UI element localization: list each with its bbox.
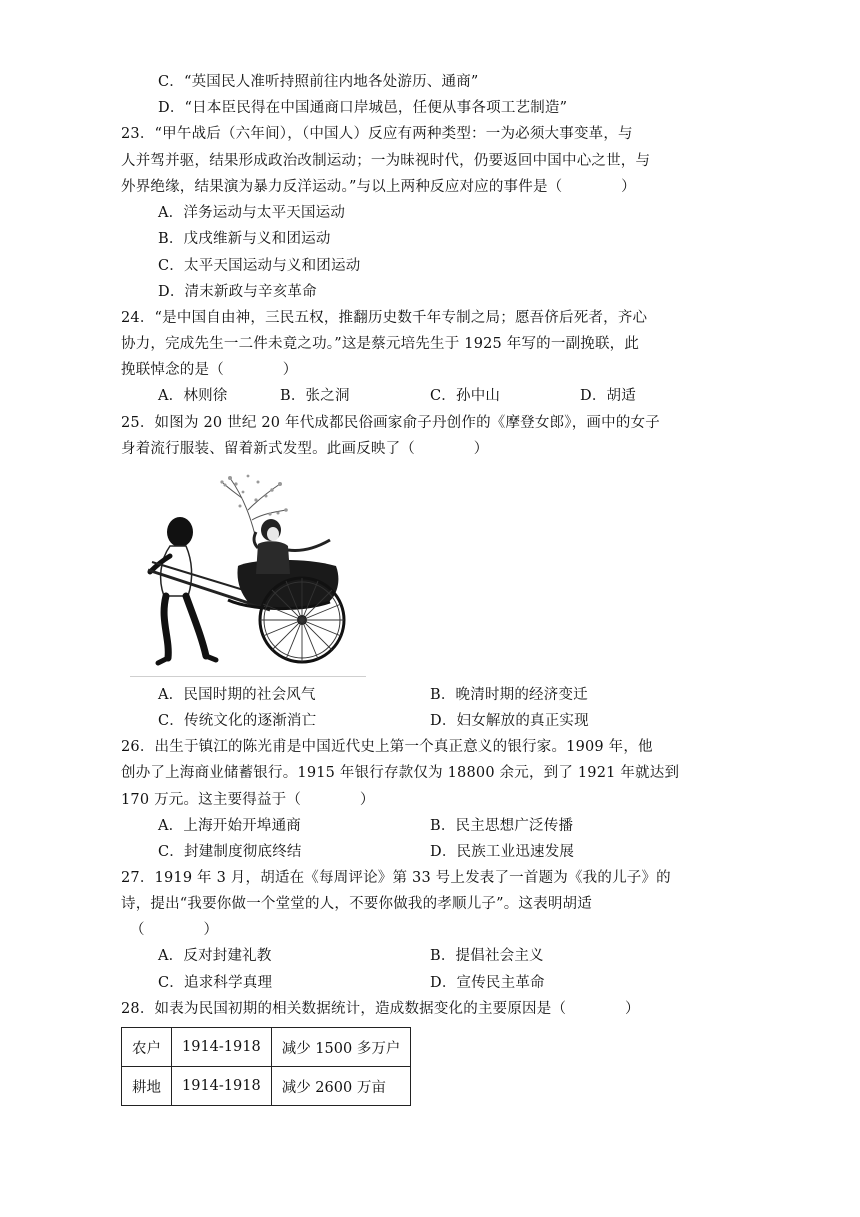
q24-option-d: D．胡适 — [580, 388, 636, 404]
q23-option-a: A．洋务运动与太平天国运动 — [158, 205, 346, 221]
q25-stem-line-1: 25．如图为 20 世纪 20 年代成都民俗画家俞子丹创作的《摩登女郎》，画中的女子 — [121, 415, 660, 431]
q26-stem-line-3: 170 万元。这主要得益于（ ） — [121, 792, 375, 808]
q25-option-a: A．民国时期的社会风气 — [158, 687, 316, 703]
table-row — [122, 1028, 411, 1067]
q26-option-b: B．民主思想广泛传播 — [430, 818, 574, 834]
q24-option-c: C．孙中山 — [430, 388, 501, 404]
q27-option-c: C．追求科学真理 — [158, 975, 273, 991]
q24-stem-line-2: 协力，完成先生一二件未竟之功。”这是蔡元培先生于 1925 年写的一副挽联，此 — [121, 336, 640, 352]
modern-girl-rickshaw-illustration — [130, 470, 366, 675]
figure-divider — [130, 676, 366, 677]
q23-stem-line-2: 人并驾并驱，结果形成政治改制运动；一为昧视时代，仍要返回中国中心之世，与 — [121, 153, 651, 169]
q24-option-a: A．林则徐 — [158, 388, 228, 404]
q25-option-b: B．晚清时期的经济变迁 — [430, 687, 588, 703]
table-cell: 1914-1918 — [172, 1028, 272, 1067]
q28-data-table — [121, 1027, 411, 1106]
q27-option-b: B．提倡社会主义 — [430, 948, 544, 964]
q27-stem-line-3: （ ） — [130, 922, 219, 938]
q26-option-d: D．民族工业迅速发展 — [430, 844, 575, 860]
table-row — [122, 1067, 411, 1106]
q26-stem-line-2: 创办了上海商业储蓄银行。1915 年银行存款仅为 18800 余元，到了 1921 年就达到 — [121, 765, 680, 781]
q27-stem-line-2: 诗，提出“我要你做一个堂堂的人，不要你做我的孝顺儿子”。这表明胡适 — [121, 896, 592, 912]
q27-stem-line-1: 27．1919 年 3 月，胡适在《每周评论》第 33 号上发表了一首题为《我的儿子》的 — [121, 870, 671, 886]
q23-stem-line-1: 23．“甲午战后（六年间），（中国人）反应有两种类型：一为必须大事变革，与 — [121, 126, 633, 142]
q25-stem-line-2: 身着流行服装、留着新式发型。此画反映了（ ） — [121, 441, 489, 457]
q24-stem-line-1: 24．“是中国自由神，三民五权，推翻历史数千年专制之局；愿吾侪后死者，齐心 — [121, 310, 648, 326]
q25-option-c: C．传统文化的逐渐消亡 — [158, 713, 317, 729]
q26-option-c: C．封建制度彻底终结 — [158, 844, 302, 860]
q23-option-b: B．戊戌维新与义和团运动 — [158, 231, 331, 247]
q25-option-d: D．妇女解放的真正实现 — [430, 713, 589, 729]
table-cell: 减少 2600 万亩 — [271, 1067, 411, 1106]
q28-stem-line-1: 28．如表为民国初期的相关数据统计，造成数据变化的主要原因是（ ） — [121, 1001, 640, 1017]
q24-stem-line-3: 挽联悼念的是（ ） — [121, 362, 298, 378]
table-cell: 农户 — [122, 1028, 172, 1067]
q22-option-c: C．“英国民人准听持照前往内地各处游历、通商” — [158, 74, 479, 90]
q26-option-a: A．上海开始开埠通商 — [158, 818, 301, 834]
table-cell: 耕地 — [122, 1067, 172, 1106]
q24-option-b: B．张之洞 — [280, 388, 350, 404]
q27-option-a: A．反对封建礼教 — [158, 948, 272, 964]
table-cell: 减少 1500 多万户 — [271, 1028, 411, 1067]
q23-option-c: C．太平天国运动与义和团运动 — [158, 258, 361, 274]
q23-option-d: D．清末新政与辛亥革命 — [158, 284, 317, 300]
table-cell: 1914-1918 — [172, 1067, 272, 1106]
q27-option-d: D．宣传民主革命 — [430, 975, 545, 991]
q26-stem-line-1: 26．出生于镇江的陈光甫是中国近代史上第一个真正意义的银行家。1909 年，他 — [121, 739, 653, 755]
q22-option-d: D．“日本臣民得在中国通商口岸城邑，任便从事各项工艺制造” — [158, 100, 568, 116]
q23-stem-line-3: 外界绝缘，结果演为暴力反洋运动。”与以上两种反应对应的事件是（ ） — [121, 179, 636, 195]
